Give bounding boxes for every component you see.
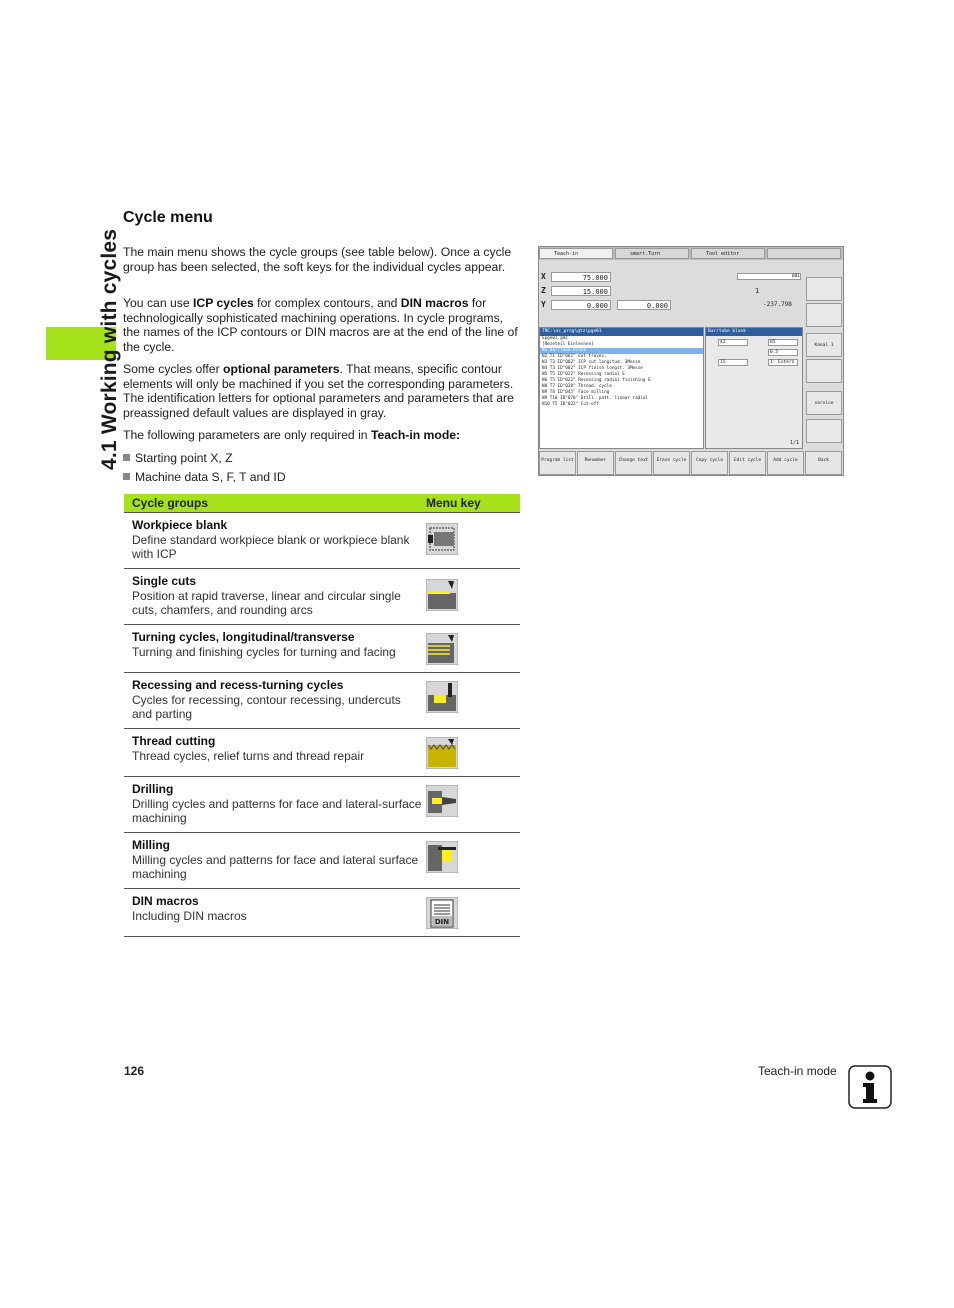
milling-icon[interactable] xyxy=(426,841,458,873)
softkey-renumber[interactable]: Renumber xyxy=(577,451,614,475)
tab-tool-editor[interactable]: Tool editor xyxy=(691,248,765,259)
section-title: Cycle menu xyxy=(123,209,213,226)
list-item[interactable]: Spge01.gmz xyxy=(542,336,568,341)
table-row xyxy=(124,625,520,673)
row-description: Thread cycles, relief turns and thread repair xyxy=(132,749,365,763)
position-row xyxy=(539,299,805,311)
table-row xyxy=(124,777,520,833)
row-title: Workpiece blank xyxy=(132,518,228,532)
w-value: 0.000 xyxy=(617,300,671,310)
bullet-square-icon xyxy=(123,454,130,461)
axis-value: 75.000 xyxy=(551,272,611,282)
row-title: Turning cycles, longitudinal/transverse xyxy=(132,630,355,644)
thread-cutting-icon[interactable] xyxy=(426,737,458,769)
din-macros-icon[interactable] xyxy=(426,897,458,929)
position-row xyxy=(539,285,805,297)
info-icon xyxy=(848,1065,892,1109)
kanal-button[interactable]: Kanal 1 xyxy=(806,333,842,357)
paragraph-optional: Some cycles offer optional parameters. That means, specific contour elements will only be machined if you set the corresponding parameters. The identification letters for optional parameters and parameters that are preassigned default values are displayed in gray. xyxy=(123,362,514,420)
side-button-1[interactable] xyxy=(806,277,842,301)
list-item[interactable]: N2 T1 ID"001" Cut travev. xyxy=(542,354,607,359)
paragraph-icp: You can use ICP cycles for complex contours, and DIN macros for technologically sophisticated machining operations. In cycle programs, the names of the ICP contours or DIN macros are at the end of the line of the cycle. xyxy=(123,296,518,354)
position-display xyxy=(539,269,805,325)
row-description: Including DIN macros xyxy=(132,909,247,923)
form-field-z[interactable]: 85 xyxy=(768,339,798,346)
bullet-item: Starting point X, Z xyxy=(123,451,233,465)
page-number: 126 xyxy=(124,1064,145,1078)
service-button[interactable]: service xyxy=(806,391,842,415)
axis-label: Z xyxy=(541,286,546,295)
list-item[interactable]: [Rezeteil Einlesnen] xyxy=(542,342,594,347)
form-field-x[interactable]: 42 xyxy=(718,339,748,346)
paragraph-intro: The main menu shows the cycle groups (see table below). Once a cycle group has been selected, the soft keys for the individual cycles appear. xyxy=(123,245,512,274)
tab-extra[interactable] xyxy=(767,248,841,259)
form-page-indicator: 1/1 xyxy=(790,440,800,446)
tool-button[interactable] xyxy=(806,419,842,443)
softkey-change-text[interactable]: Change text xyxy=(615,451,652,475)
single-cuts-icon[interactable] xyxy=(426,579,458,611)
list-item[interactable]: N9 T10 ID"070" Drill. patt. linear radial xyxy=(542,396,649,401)
table-row xyxy=(124,673,520,729)
form-field-k[interactable]: 15 xyxy=(718,359,748,366)
axis-label: X xyxy=(541,272,546,281)
row-title: Milling xyxy=(132,838,170,852)
row-title: Recessing and recess-turning cycles xyxy=(132,678,344,692)
row-description: Position at rapid traverse, linear and circular single cuts, chamfers, and rounding arcs xyxy=(132,589,401,618)
recessing-icon[interactable] xyxy=(426,681,458,713)
side-tab xyxy=(60,90,120,490)
list-item[interactable]: N8 T7 ID"020" Thread. cycle xyxy=(542,384,612,389)
program-path: TNC:\nc_prog\gtz\pge01 xyxy=(540,328,703,336)
column-header-cycle-groups: Cycle groups xyxy=(132,496,209,510)
list-item[interactable]: N4 T3 ID"002" ICP finish longit. 3Messe xyxy=(542,366,643,371)
row-title: DIN macros xyxy=(132,894,199,908)
turning-cycles-icon[interactable] xyxy=(426,633,458,665)
axis-value: 15.000 xyxy=(551,286,611,296)
tab-smart-turn[interactable]: smart.Turn xyxy=(615,248,689,259)
row-title: Drilling xyxy=(132,782,174,796)
softkey-back[interactable]: Back xyxy=(805,451,842,475)
bullet-item: Machine data S, F, T and ID xyxy=(123,470,286,484)
form-title: Bar/tube blank xyxy=(706,328,802,336)
svg-text:DIN: DIN xyxy=(434,918,450,926)
softkey-copy-cycle[interactable]: Copy cycle xyxy=(691,451,728,475)
axis-value: 0.000 xyxy=(551,300,611,310)
table-row xyxy=(124,889,520,937)
table-row xyxy=(124,833,520,889)
table-row xyxy=(124,729,520,777)
tool-value: 1 xyxy=(755,287,760,295)
side-tab-title: 4.1 Working with cycles xyxy=(98,228,121,470)
drilling-icon[interactable] xyxy=(426,785,458,817)
table-row xyxy=(124,569,520,625)
softkey-edit-cycle[interactable]: Edit cycle xyxy=(729,451,766,475)
list-item[interactable]: N6 T5 ID"022" Recessing radial finishing E xyxy=(542,378,651,383)
list-item[interactable]: N5 T5 ID"022" Recessing radial E xyxy=(542,372,625,377)
axis-label: Y xyxy=(541,300,546,309)
softkey-erase-cycle[interactable]: Erase cycle xyxy=(653,451,690,475)
list-item[interactable]: N1 Bar/tube blank xyxy=(540,348,703,354)
row-description: Drilling cycles and patterns for face and lateral-surface machining xyxy=(132,797,422,826)
cycle-form-pane xyxy=(705,327,803,449)
bullet-square-icon xyxy=(123,473,130,480)
vertical-softkeys xyxy=(805,261,843,449)
row-description: Milling cycles and patterns for face and lateral surface machining xyxy=(132,853,419,882)
side-button-2[interactable] xyxy=(806,303,842,327)
row-description: Cycles for recessing, contour recessing, undercuts and parting xyxy=(132,693,401,722)
row-description: Define standard workpiece blank or workpiece blank with ICP xyxy=(132,533,410,562)
paragraph-teachin: The following parameters are only required in Teach-in mode: xyxy=(123,428,461,442)
tab-teach-in[interactable]: Teach-in xyxy=(539,248,613,259)
table-row xyxy=(124,512,520,569)
screenshot-tab-bar xyxy=(539,247,843,260)
list-item[interactable]: N3 T3 ID"002" ICP cut longitud. 3Messe xyxy=(542,360,641,365)
list-item[interactable]: N10 T5 ID"022" Cut-off xyxy=(542,402,599,407)
softkey-program-list[interactable]: Program list xyxy=(539,451,576,475)
column-header-menu-key: Menu key xyxy=(426,496,481,510)
row-description: Turning and finishing cycles for turning and facing xyxy=(132,645,396,659)
list-item[interactable]: N9 T8 ID"045" Face milling xyxy=(542,390,610,395)
control-screenshot xyxy=(538,246,844,476)
c-value: -237.798 xyxy=(763,301,792,308)
form-field-i[interactable]: 0.5 xyxy=(768,349,798,356)
softkey-add-cycle[interactable]: Add cycle xyxy=(767,451,804,475)
side-button-4[interactable] xyxy=(806,359,842,383)
cycle-groups-table xyxy=(124,494,520,937)
row-title: Thread cutting xyxy=(132,734,216,748)
row-title: Single cuts xyxy=(132,574,197,588)
form-field-j[interactable]: 1: Extern xyxy=(768,359,798,366)
program-list-pane xyxy=(539,327,704,449)
footer-section-title: Teach-in mode xyxy=(758,1064,837,1078)
workpiece-blank-icon[interactable] xyxy=(426,523,458,555)
softkey-bar xyxy=(539,451,843,475)
position-row xyxy=(539,271,805,283)
table-header xyxy=(124,494,520,512)
id-value: 001 xyxy=(737,273,801,280)
